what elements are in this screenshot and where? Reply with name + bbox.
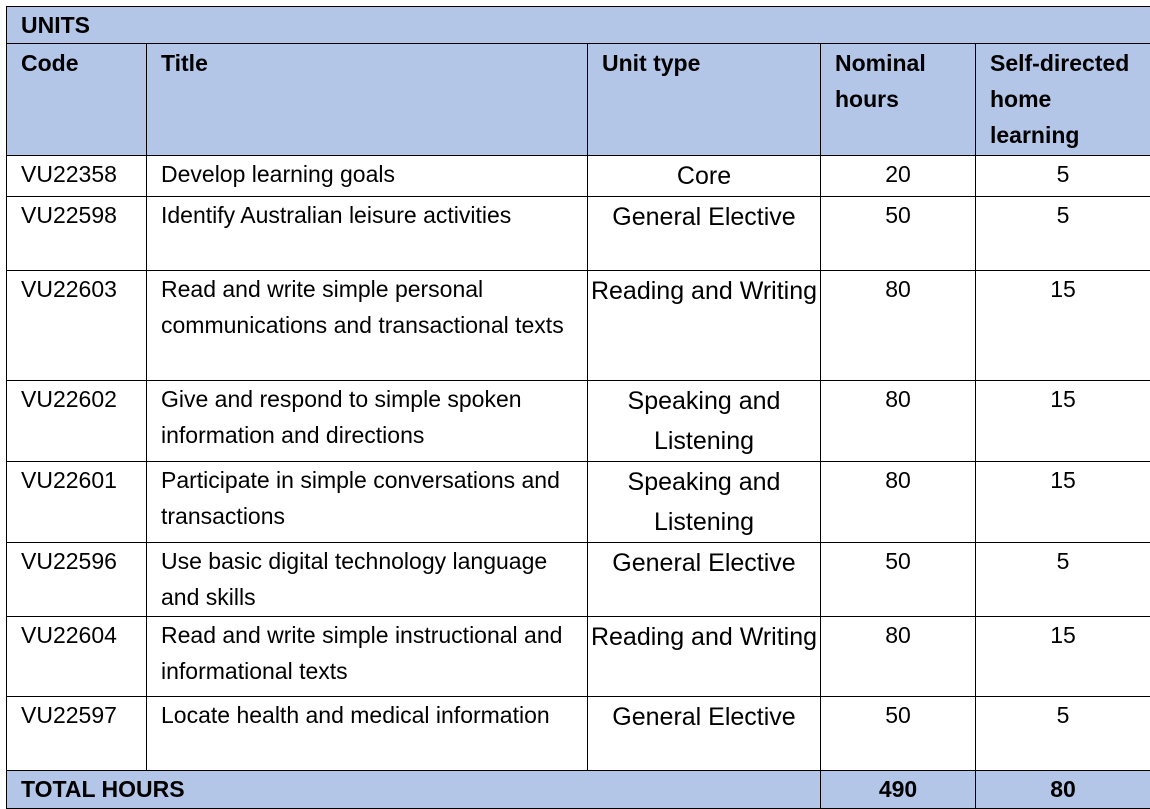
units-heading: UNITS: [7, 7, 1150, 44]
nominal-hours: 80: [821, 462, 976, 543]
nominal-hours: 80: [821, 381, 976, 462]
nominal-hours: 50: [821, 197, 976, 271]
unit-code: VU22601: [7, 462, 147, 543]
self-directed-hours: 5: [976, 156, 1150, 197]
self-directed-hours: 15: [976, 271, 1150, 381]
unit-code: VU22596: [7, 543, 147, 617]
table-row: [7, 543, 1150, 617]
unit-code: VU22597: [7, 697, 147, 771]
unit-type: General Elective: [588, 197, 821, 271]
unit-type: Reading and Writing: [588, 271, 821, 381]
unit-title: Give and respond to simple spoken information and directions: [147, 381, 588, 462]
table-row: [7, 697, 1150, 771]
unit-title: Read and write simple personal communications and transactional texts: [147, 271, 588, 381]
unit-code: VU22602: [7, 381, 147, 462]
unit-type: General Elective: [588, 543, 821, 617]
nominal-hours: 20: [821, 156, 976, 197]
unit-title: Identify Australian leisure activities: [147, 197, 588, 271]
table-row: [7, 197, 1150, 271]
table-row: [7, 462, 1150, 543]
table-row: [7, 617, 1150, 697]
header-self-directed: Self-directed home learning: [976, 44, 1150, 156]
total-row: [7, 771, 1150, 809]
header-code: Code: [7, 44, 147, 156]
self-directed-hours: 15: [976, 617, 1150, 697]
unit-code: VU22598: [7, 197, 147, 271]
header-nominal-hours: Nominal hours: [821, 44, 976, 156]
nominal-hours: 80: [821, 617, 976, 697]
total-label: TOTAL HOURS: [7, 771, 821, 809]
self-directed-hours: 15: [976, 381, 1150, 462]
table-row: [7, 271, 1150, 381]
self-directed-hours: 15: [976, 462, 1150, 543]
self-directed-hours: 5: [976, 197, 1150, 271]
nominal-hours: 80: [821, 271, 976, 381]
unit-code: VU22603: [7, 271, 147, 381]
header-unit-type: Unit type: [588, 44, 821, 156]
unit-code: VU22604: [7, 617, 147, 697]
unit-title: Participate in simple conversations and transactions: [147, 462, 588, 543]
unit-title: Read and write simple instructional and informational texts: [147, 617, 588, 697]
table-row: [7, 381, 1150, 462]
unit-title: Develop learning goals: [147, 156, 588, 197]
table-row: [7, 156, 1150, 197]
unit-title: Use basic digital technology language and skills: [147, 543, 588, 617]
unit-type: Speaking and Listening: [588, 462, 821, 543]
units-table: [6, 6, 1150, 809]
units-title-row: [7, 7, 1150, 44]
column-header-row: [7, 44, 1150, 156]
unit-type: Speaking and Listening: [588, 381, 821, 462]
header-title: Title: [147, 44, 588, 156]
unit-code: VU22358: [7, 156, 147, 197]
self-directed-hours: 5: [976, 697, 1150, 771]
unit-type: Core: [588, 156, 821, 197]
self-directed-hours: 5: [976, 543, 1150, 617]
unit-title: Locate health and medical information: [147, 697, 588, 771]
nominal-hours: 50: [821, 697, 976, 771]
total-self-directed-hours: 80: [976, 771, 1150, 809]
nominal-hours: 50: [821, 543, 976, 617]
unit-type: Reading and Writing: [588, 617, 821, 697]
total-nominal-hours: 490: [821, 771, 976, 809]
unit-type: General Elective: [588, 697, 821, 771]
